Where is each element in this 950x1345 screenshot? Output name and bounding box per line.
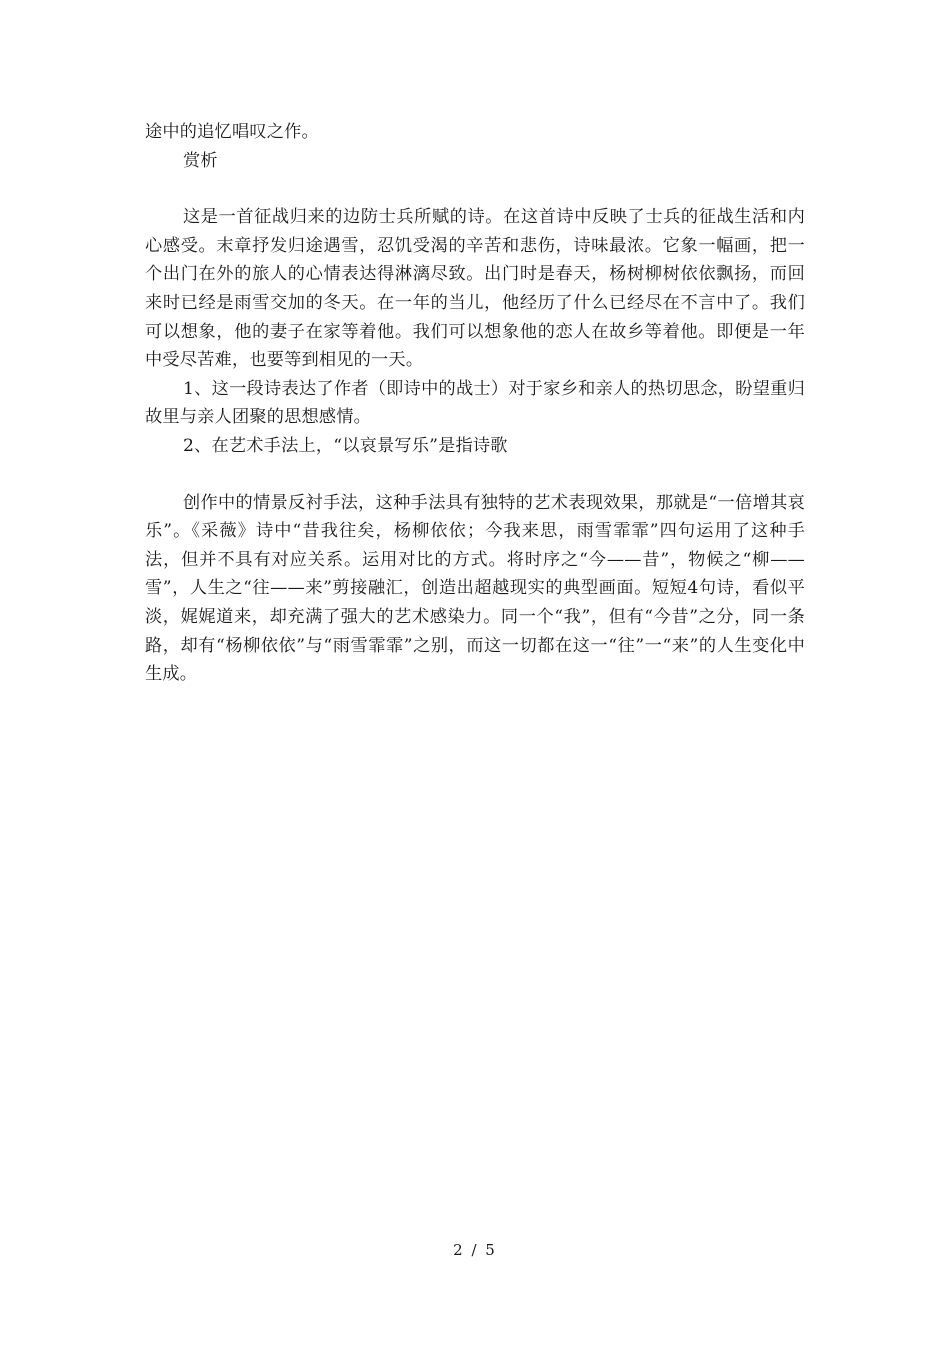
paragraph-continuation: 途中的追忆唱叹之作。	[145, 122, 319, 142]
paragraph-analysis: 这是一首征战归来的边防士兵所赋的诗。在这首诗中反映了士兵的征战生活和内心感受。末章抒发归途遇雪，忍饥受渴的辛苦和悲伤，诗味最浓。它象一幅画，把一个出门在外的旅人的心情表达得淋漓尽致。出门时是春天，杨树柳树依依飘扬，而回来时已经是雨雪交加的冬天。在一年的当儿，他经历了什么已经尽在不言中了。我们可以想象，他的妻子在家等着他。我们可以想象他的恋人在故乡等着他。即便是一年中受尽苦难，也要等到相见的一天。	[145, 207, 805, 371]
paragraph-point-1: 1、这一段诗表达了作者（即诗中的战士）对于家乡和亲人的热切思念，盼望重归故里与亲人团聚的思想感情。	[145, 378, 805, 428]
section-heading-appreciation: 赏析	[183, 150, 218, 171]
document-body	[145, 118, 805, 689]
paragraph-point-2: 2、在艺术手法上，“以哀景写乐”是指诗歌	[183, 435, 508, 456]
paragraph-technique: 创作中的情景反衬手法，这种手法具有独特的艺术表现效果，那就是“一倍增其哀乐”。《采薇》诗中“昔我往矣，杨柳依依；今我来思，雨雪霏霏”四句运用了这种手法，但并不具有对应关系。运用对比的方式。将时序之“今——昔”，物候之“柳——雪”，人生之“往——来”剪接融汇，创造出超越现实的典型画面。短短4句诗，看似平淡，娓娓道来，却充满了强大的艺术感染力。同一个“我”，但有“今昔”之分，同一条路，却有“杨柳依依”与“雨雪霏霏”之别，而这一切都在这一“往”一“来”的人生变化中生成。	[145, 492, 805, 685]
page-number: 2 / 5	[453, 1241, 497, 1259]
